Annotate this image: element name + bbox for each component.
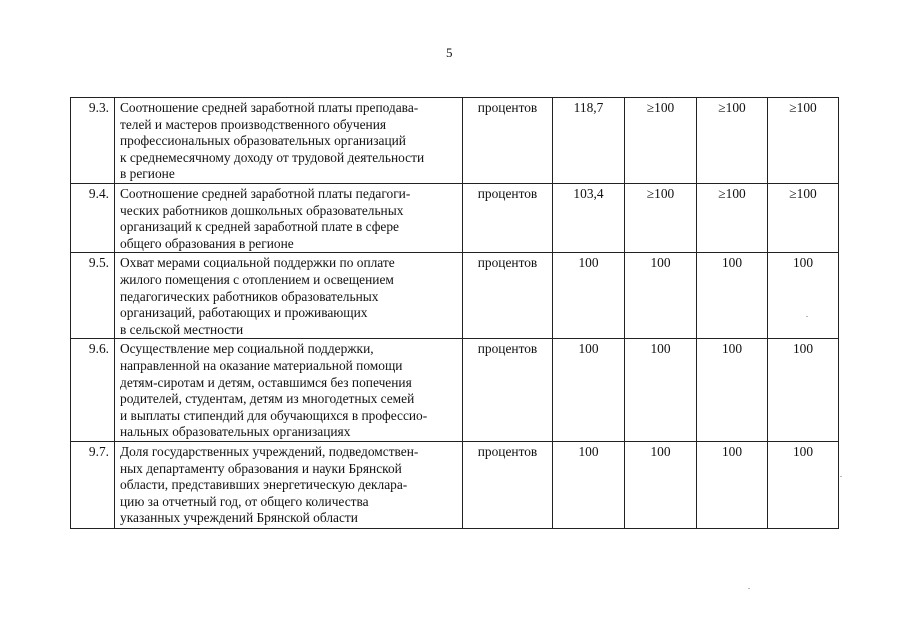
indicator-description <box>115 183 463 252</box>
value-cell: 100 <box>697 441 768 528</box>
indicator-description <box>115 441 463 528</box>
table-row <box>71 253 839 339</box>
value-cell: 100 <box>553 339 625 442</box>
row-number: 9.7. <box>71 441 115 528</box>
value-cell: ≥100 <box>697 98 768 184</box>
description-line: направленной на оказание материальной помощи <box>120 357 403 373</box>
table-row <box>71 183 839 252</box>
value-cell: ≥100 <box>625 183 697 252</box>
description-line: телей и мастеров производственного обучения <box>120 116 387 132</box>
unit-cell: процентов <box>463 253 553 339</box>
row-number: 9.6. <box>71 339 115 442</box>
table-row <box>71 339 839 442</box>
value-cell: 100 <box>697 253 768 339</box>
description-line: организаций, работающих и проживающих <box>120 305 368 321</box>
indicator-description <box>115 98 463 184</box>
row-number: 9.5. <box>71 253 115 339</box>
value-cell: ≥100 <box>768 183 839 252</box>
description-line: указанных учреждений Брянской области <box>120 510 358 526</box>
page-number: 5 <box>446 45 453 60</box>
description-line: общего образования в регионе <box>120 235 294 251</box>
value-cell: 100 <box>553 441 625 528</box>
value-cell: 100 <box>625 441 697 528</box>
unit-cell: процентов <box>463 339 553 442</box>
description-line: профессиональных образовательных организаций <box>120 133 406 149</box>
row-number: 9.3. <box>71 98 115 184</box>
value-cell: 100 <box>768 253 839 339</box>
description-line: нальных образовательных организациях <box>120 424 351 440</box>
scan-speck <box>806 316 808 317</box>
value-cell: 100 <box>697 339 768 442</box>
description-line: родителей, студентам, детям из многодетных семей <box>120 391 415 407</box>
value-cell: 100 <box>768 339 839 442</box>
indicator-description <box>115 253 463 339</box>
description-line: детям-сиротам и детям, оставшимся без попечения <box>120 374 412 390</box>
description-line: к среднемесячному доходу от трудовой деятельности <box>120 149 425 165</box>
value-cell: ≥100 <box>625 98 697 184</box>
description-line: педагогических работников образовательных <box>120 288 379 304</box>
indicators-table <box>70 97 839 529</box>
scan-speck <box>840 476 842 477</box>
table-row <box>71 98 839 184</box>
description-line: в сельской местности <box>120 321 244 337</box>
description-line: ных департаменту образования и науки Брянской <box>120 460 402 476</box>
description-line: области, представивших энергетическую деклара- <box>120 477 408 493</box>
description-line: Доля государственных учреждений, подведомствен- <box>120 443 419 459</box>
description-line: и выплаты стипендий для обучающихся в профессио- <box>120 407 428 423</box>
description-line: Осуществление мер социальной поддержки, <box>120 341 374 357</box>
description-line: организаций к средней заработной плате в сфере <box>120 219 399 235</box>
unit-cell: процентов <box>463 98 553 184</box>
description-line: Охват мерами социальной поддержки по оплате <box>120 255 395 271</box>
value-cell: 118,7 <box>553 98 625 184</box>
unit-cell: процентов <box>463 183 553 252</box>
value-cell: 100 <box>768 441 839 528</box>
scan-speck <box>748 588 750 589</box>
description-line: жилого помещения с отоплением и освещением <box>120 271 394 287</box>
value-cell: 100 <box>553 253 625 339</box>
value-cell: 100 <box>625 339 697 442</box>
unit-cell: процентов <box>463 441 553 528</box>
value-cell: 103,4 <box>553 183 625 252</box>
value-cell: ≥100 <box>697 183 768 252</box>
row-number: 9.4. <box>71 183 115 252</box>
indicator-description <box>115 339 463 442</box>
description-line: ческих работников дошкольных образовательных <box>120 202 404 218</box>
description-line: Соотношение средней заработной платы педагоги- <box>120 185 411 201</box>
value-cell: ≥100 <box>768 98 839 184</box>
description-line: Соотношение средней заработной платы преподава- <box>120 100 419 115</box>
value-cell: 100 <box>625 253 697 339</box>
description-line: цию за отчетный год, от общего количества <box>120 493 369 509</box>
description-line: в регионе <box>120 166 175 182</box>
table-row <box>71 441 839 528</box>
